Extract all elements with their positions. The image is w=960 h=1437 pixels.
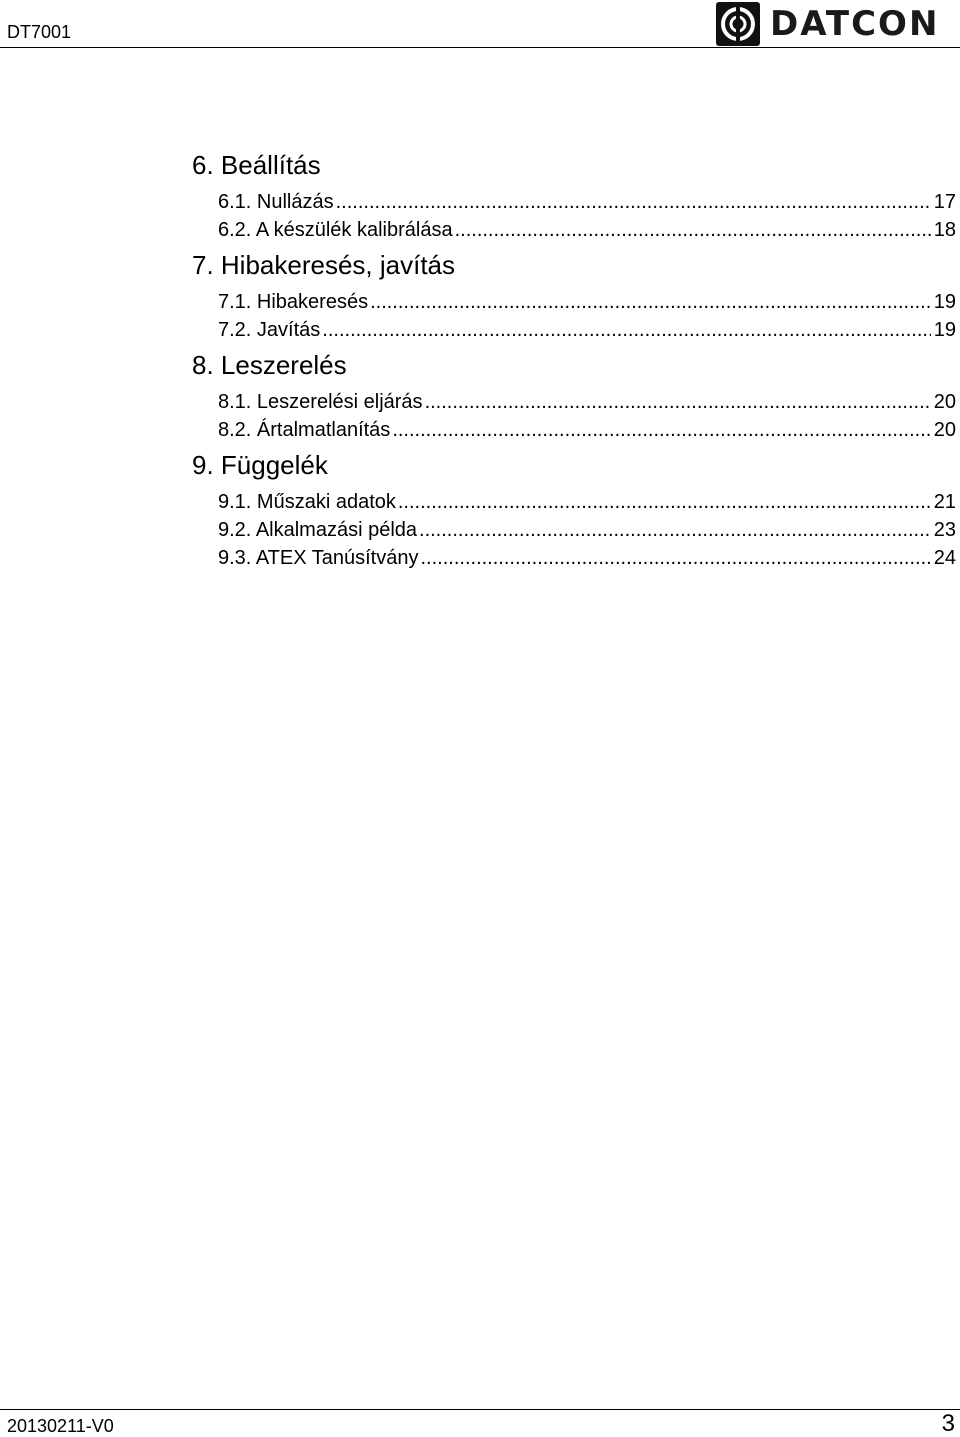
toc-entry[interactable] [218,188,956,216]
toc-entry[interactable] [218,288,956,316]
toc-section [192,450,956,572]
toc-entry-label: 7.2. Javítás [218,319,321,341]
toc-entry[interactable] [218,388,956,416]
toc-entry-label: 9.1. Műszaki adatok [218,491,396,513]
toc-leader-dots [419,516,931,544]
toc-entry-label: 9.3. ATEX Tanúsítvány [218,547,419,569]
toc-section-title: 6. Beállítás [192,150,321,180]
toc-entry-page: 23 [933,519,956,541]
toc-entry-page: 20 [933,391,956,413]
company-logo [716,2,954,46]
toc-entry-page: 24 [933,547,956,569]
toc-section-title: 7. Hibakeresés, javítás [192,250,456,280]
toc-entry-label: 6.2. A készülék kalibrálása [218,219,453,241]
toc-entry-label: 6.1. Nullázás [218,191,334,213]
toc-entry-page: 20 [933,419,956,441]
page-footer [0,1409,960,1437]
toc-leader-dots [322,316,930,344]
toc-entry[interactable] [218,216,956,244]
datcon-logo-icon [716,2,760,46]
toc-leader-dots [421,544,931,572]
page-header [0,0,960,48]
toc-entry-page: 18 [933,219,956,241]
toc-entry-page: 19 [933,291,956,313]
toc-section [192,150,956,244]
toc-entry-label: 8.2. Ártalmatlanítás [218,419,391,441]
table-of-contents [192,150,956,572]
toc-section-title: 8. Leszerelés [192,350,347,380]
toc-entry[interactable] [218,416,956,444]
toc-section [192,350,956,444]
toc-entry-page: 19 [933,319,956,341]
toc-entry[interactable] [218,488,956,516]
toc-leader-dots [398,488,931,516]
toc-entry[interactable] [218,316,956,344]
toc-entry[interactable] [218,516,956,544]
page-number: 3 [941,1410,955,1437]
toc-leader-dots [392,416,930,444]
toc-section [192,250,956,344]
document-version: 20130211-V0 [7,1416,114,1436]
toc-leader-dots [370,288,931,316]
toc-entry-page: 21 [933,491,956,513]
toc-leader-dots [425,388,931,416]
logo-text: DATCON [770,4,940,44]
toc-leader-dots [455,216,931,244]
toc-entry-label: 8.1. Leszerelési eljárás [218,391,423,413]
toc-entry-page: 17 [933,191,956,213]
toc-leader-dots [336,188,931,216]
toc-entry-label: 7.1. Hibakeresés [218,291,369,313]
toc-section-title: 9. Függelék [192,450,328,480]
toc-entry-label: 9.2. Alkalmazási példa [218,519,418,541]
document-id: DT7001 [7,22,72,42]
toc-entry[interactable] [218,544,956,572]
